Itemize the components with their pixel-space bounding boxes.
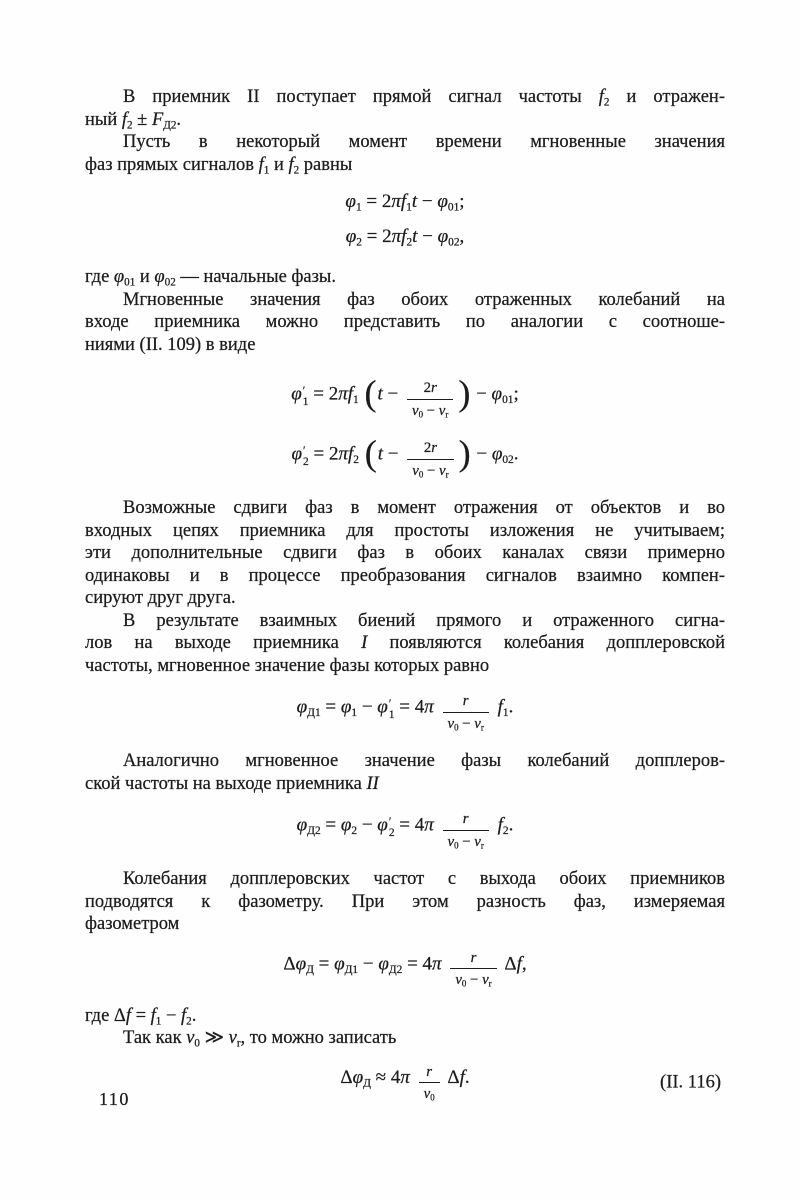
formula-phi2: $\varphi_2 = 2\pi f_2t - \varphi_{02}$, [345,225,465,249]
equation-number: (II. 116) [660,1072,721,1093]
formula-phase-difference: $\Delta\varphi_Д = \varphi_{Д1} - \varphi_{Д2} = 4\pi$ $\frac{r}{v_0 - v_r}$ Δf, [283,949,527,989]
paragraph-instant-phase-intro [85,131,725,176]
text-line: фаз прямых сигналов $f_1$ и $f_2$ равны [85,154,353,176]
formula-body: $\Delta\varphi_Д \approx 4\pi$ $\frac{r}{v_0}$ Δf. [340,1063,470,1103]
formula-doppler-phase-2: $\varphi_{Д2} = \varphi_2 - \varphi$ ′ 2 = 4π $\frac{r}{v_0 - v_r}$ $f_2$. [296,811,514,851]
text-line: где $\Delta f = f_1 - f_2$. [85,1005,197,1028]
text-line: ниями (II. 109) в виде [85,334,256,355]
paragraph-beats-receiver-1 [85,610,725,678]
paragraph-receiver-2-analogy [85,750,725,795]
text-line: Пусть в некоторый момент времени мгновенные значения [123,132,725,152]
text-line: частоты, мгновенное значение фазы которых равно [85,655,490,676]
paragraph-phasemeter [85,868,725,936]
paragraph-phase-shifts-neglected [85,497,725,610]
text-line: Мгновенные значения фаз обоих отраженных колебаний на [123,289,725,310]
formula-phi1-reflected: φ ′ 1 = $2\pi f_1$ (t − $\frac{2r}{v_0 - v_r}$ ) − $\varphi_{01}$; [291,373,519,420]
text-line: лов на выходе приемника I появляются колебания допплеровской [85,633,725,654]
paragraph-receiver-2-signal [85,86,725,131]
text-line: В результате взаимных биений прямого и отраженного сигна- [123,610,725,631]
text-line: Колебания допплеровских частот с выхода обоих приемников [123,869,725,890]
text-line: где $\varphi_{01}$ и $\varphi_{02}$ — начальные фазы. [85,267,336,289]
formula-phi2-reflected: φ ′ 2 = $2\pi f_2$ (t − $\frac{2r}{v_0 - v_r}$ ) − $\varphi_{02}$. [291,433,519,480]
formula-phi1: $\varphi_1 = 2\pi f_1t - \varphi_{01}$; [345,191,465,214]
page-text-column [85,86,725,1119]
equation-group-reflected-phases [85,369,725,480]
text-line: фазометром [85,914,180,935]
text-line: Аналогично мгновенное значение фазы колебаний допплеров- [123,751,725,772]
text-line: сируют друг друга. [85,588,236,609]
text-line: входе приемника можно представить по аналогии с соотноше- [85,312,725,333]
text-line: В приемник II поступает прямой сигнал частоты $f_2$ и отражен- [123,87,725,109]
paragraph-approximation-condition [85,1027,725,1050]
text-line: Так как $v_0$ ≫ $v_r$, то можно записать [123,1028,397,1050]
paragraph-reflected-phases-intro [85,289,725,357]
text-line: эти дополнительные сдвиги фаз в обоих каналах связи примерно [85,543,725,564]
text-line: ской частоты на выходе приемника II [85,773,379,794]
text-line: одинаковы и в процессе преобразования сигналов взаимно компен- [85,565,725,586]
paragraph-initial-phases-note [85,266,725,289]
equation-group-direct-phases [85,189,725,249]
text-line: входных цепях приемника для простоты изложения не учитываем; [85,520,725,541]
formula-doppler-phase-1: $\varphi_{Д1} = \varphi_1 - \varphi$ ′ 1 = 4π $\frac{r}{v_0 - v_r}$ $f_1$. [296,693,514,733]
paragraph-delta-f-definition [85,1005,725,1028]
text-line: подводятся к фазометру. При этом разность фаз, измеряемая [85,891,725,912]
text-line: Возможные сдвиги фаз в момент отражения от объектов и во [123,498,725,519]
formula-phase-difference-approx [85,1063,725,1104]
text-line: ный $f_2 \pm F_{Д2}$. [85,109,182,131]
page-number: 110 [99,1089,130,1109]
